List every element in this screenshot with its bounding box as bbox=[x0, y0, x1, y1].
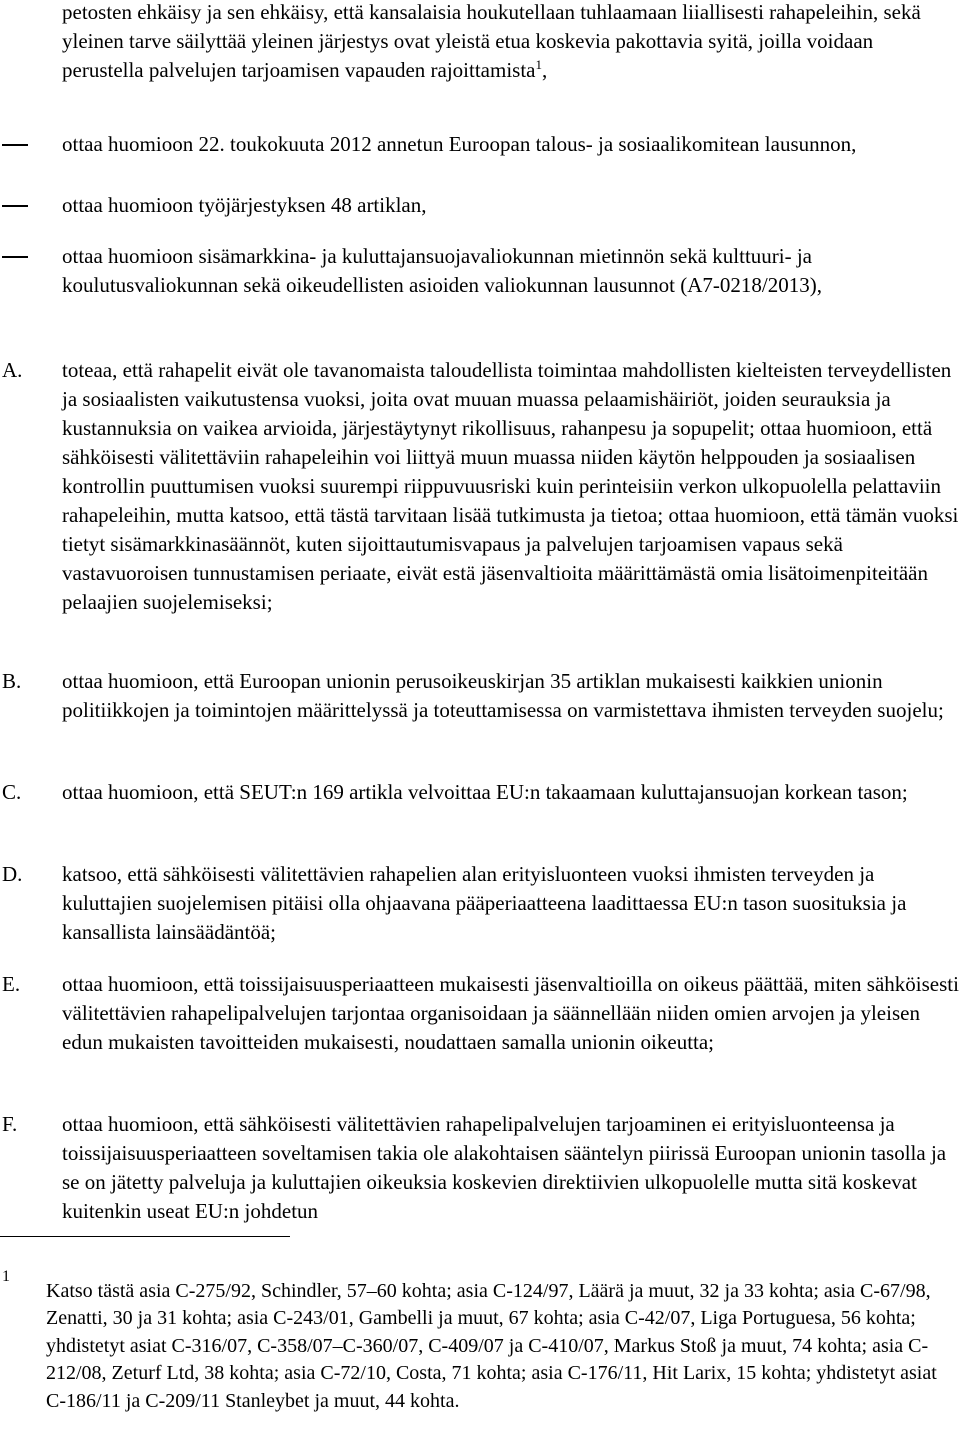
dash-marker bbox=[2, 256, 28, 258]
recital-marker: F. bbox=[2, 1112, 18, 1136]
intro-text: petosten ehkäisy ja sen ehkäisy, että kansalaisia houkutellaan tuhlaamaan liiallisesti rahapeleihin, sekä yleinen tarve säilyttää yleinen järjestys ovat yleistä etua koskevia pakottavia syitä, joilla voidaan perustella palvelujen tarjoamisen vapauden rajoittamista bbox=[62, 0, 921, 82]
dash-marker bbox=[2, 144, 28, 146]
recital-marker: A. bbox=[2, 358, 23, 382]
intro-tail: , bbox=[542, 58, 548, 82]
footnote-marker: 1 bbox=[2, 1268, 10, 1285]
recital-text: ottaa huomioon, että toissijaisuusperiaatteen mukaisesti jäsenvaltioilla on oikeus päättää, miten sähköisesti välitettävien rahapelipalvelujen tarjontaa organisoidaan ja säännellään niiden omien arvojen ja yleisen edun mukaisten tavoitteiden mukaisesti, noudattaen samalla unionin oikeutta; bbox=[62, 972, 959, 1054]
recital-text: katsoo, että sähköisesti välitettävien rahapelien alan erityisluonteen vuoksi ihmisten terveyden ja kuluttajien suojelemisen pitäisi olla ohjaavana pääperiaatteena laadittaessa EU:n tason suosituksia ja kansallista lainsäädäntöä; bbox=[62, 862, 907, 944]
recital-marker: D. bbox=[2, 862, 23, 886]
consideration-text: ottaa huomioon työjärjestyksen 48 artiklan, bbox=[62, 193, 427, 217]
footnote-reference[interactable]: 1 bbox=[535, 57, 542, 72]
recital-text: toteaa, että rahapelit eivät ole tavanomaista taloudellista toimintaa mahdollisten kielteisten terveydellisten ja sosiaalisten vaikutustensa vuoksi, joita ovat muuan muassa pelaamishäiriöt, joiden seurauksia ja kustannuksia on vaikea arvioida, järjestäytynyt rikollisuus, rahanpesu ja sopupelit; ottaa huomioon, että sähköisesti välitettäviin rahapeleihin voi liittyä muun muassa niiden käytön helppouden ja sosiaalisen kontrollin puuttumisen vuoksi suurempi riippuvuusriski kuin perinteisiin verkon ulkopuolella pelattaviin rahapeleihin, mutta katsoo, että tästä tarvitaan lisää tutkimusta ja tietoa; ottaa huomioon, että tämän vuoksi tietyt sisämarkkinasäännöt, kuten sijoittautumisvapaus ja palvelujen tarjoamisen vapaus sekä vastavuoroisen tunnustamisen periaate, eivät estä jäsenvaltioita määrittämästä omia lisätoimenpiteitään pelaajien suojelemiseksi; bbox=[62, 358, 959, 614]
dash-marker bbox=[2, 205, 28, 207]
recital-text: ottaa huomioon, että Euroopan unionin perusoikeuskirjan 35 artiklan mukaisesti kaikkien unionin politiikkojen ja toimintojen määrittelyssä ja toteuttamisessa on varmistettava ihmisten terveyden suojelu; bbox=[62, 669, 944, 722]
consideration-text: ottaa huomioon sisämarkkina- ja kuluttajansuojavaliokunnan mietinnön sekä kulttuuri- ja koulutusvaliokunnan sekä oikeudellisten asioiden valiokunnan lausunnot (A7-0218/2013), bbox=[62, 244, 822, 297]
recital-marker: B. bbox=[2, 669, 22, 693]
footnote-separator bbox=[0, 1236, 290, 1237]
recital-marker: E. bbox=[2, 972, 21, 996]
recital-text: ottaa huomioon, että sähköisesti välitettävien rahapelipalvelujen tarjoaminen ei erityisluonteensa ja toissijaisuusperiaatteen soveltamisen takia ole alakohtaisen sääntelyn piirissä Euroopan unionin tasolla ja se on jätetty palveluja ja kuluttajien oikeuksia koskevien direktiivien ulkopuolelle mutta sitä koskevat kuitenkin useat EU:n johdetun bbox=[62, 1112, 947, 1223]
consideration-text: ottaa huomioon 22. toukokuuta 2012 annetun Euroopan talous- ja sosiaalikomitean lausunnon, bbox=[62, 132, 857, 156]
footnote-text: Katso tästä asia C-275/92, Schindler, 57–60 kohta; asia C-124/97, Läärä ja muut, 32 ja 33 kohta; asia C-67/98, Zenatti, 30 ja 31 kohta; asia C-243/01, Gambelli ja muut, 67 kohta; asia C-42/07, Liga Portuguesa, 56 kohta; yhdistetyt asiat C-316/07, C-358/07–C-360/07, C-409/07 ja C-410/07, Markus Stoß ja muut, 74 kohta; asia C-212/08, Zeturf Ltd, 38 kohta; asia C-72/10, Costa, 71 kohta; asia C-176/11, Hit Larix, 15 kohta; yhdistetyt asiat C-186/11 ja C-209/11 Stanleybet ja muut, 44 kohta. bbox=[46, 1280, 937, 1412]
recital-text: ottaa huomioon, että SEUT:n 169 artikla velvoittaa EU:n takaamaan kuluttajansuojan korkean tason; bbox=[62, 780, 908, 804]
intro-paragraph bbox=[62, 0, 960, 85]
recital-marker: C. bbox=[2, 780, 22, 804]
